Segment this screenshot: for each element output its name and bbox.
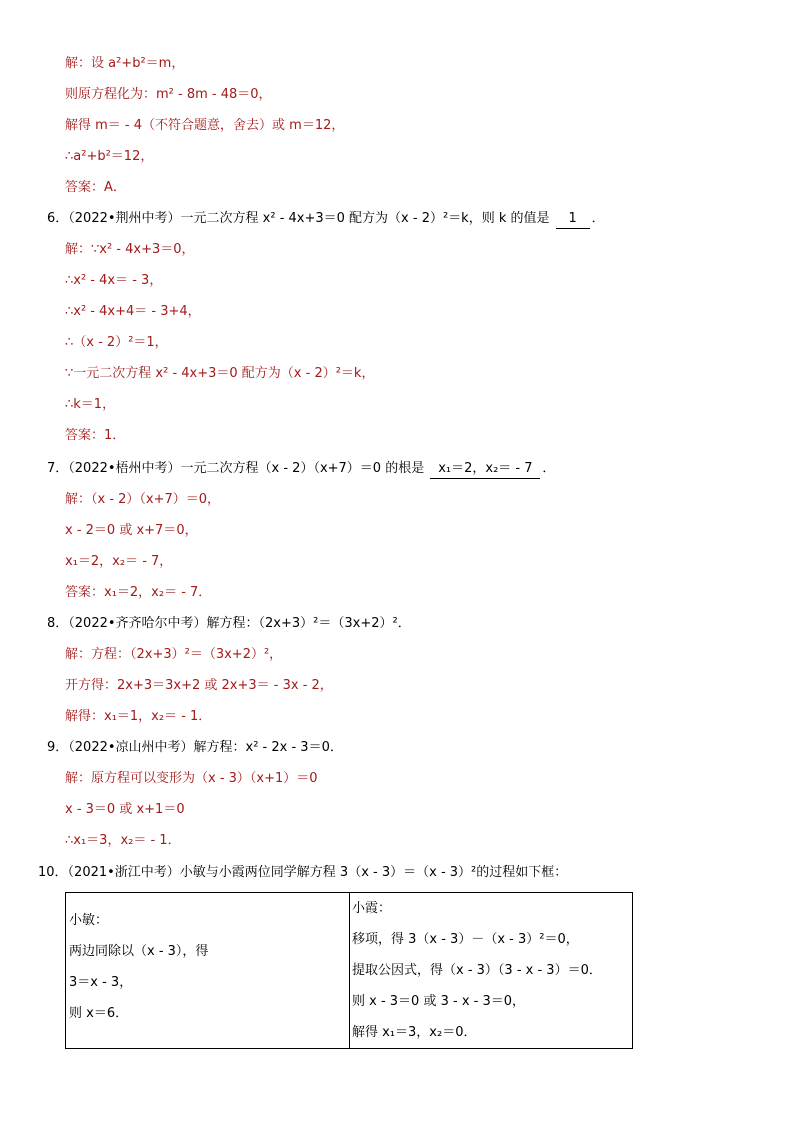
q9-solution-line-2: x - 3＝0 或 x+1＝0 xyxy=(65,802,185,817)
q7-question-end: ． xyxy=(542,461,556,476)
q6-solution-line-2: ∴x² - 4x＝ - 3， xyxy=(65,273,163,288)
right-cell-line-5: 解得 x₁＝3，x₂＝0． xyxy=(352,1025,477,1040)
q5-solution-line-1: 解：设 a²+b²＝m， xyxy=(65,56,185,71)
q6-question-text: 6．（2022•荆州中考）一元二次方程 x² - 4x+3＝0 配方为（x - 2）²＝k，则 k 的值是 xyxy=(47,211,550,226)
left-cell-line-3: 3＝x - 3， xyxy=(69,975,133,990)
q8-solution-line-3: 解得：x₁＝1，x₂＝ - 1． xyxy=(65,709,212,724)
q7-question xyxy=(47,460,555,479)
q8-question: 8．（2022•齐齐哈尔中考）解方程：（2x+3）²＝（3x+2）²． xyxy=(47,616,411,631)
q6-solution-line-4: ∴（x - 2）²＝1， xyxy=(65,335,168,350)
left-cell-line-1: 小敏： xyxy=(69,913,109,928)
q10-comparison-table xyxy=(65,892,633,1049)
q9-solution-line-1: 解：原方程可以变形为（x - 3）（x+1）＝0 xyxy=(65,771,318,786)
right-cell-line-3: 提取公因式，得（x - 3）（3 - x - 3）＝0． xyxy=(352,963,602,978)
right-cell-line-2: 移项，得 3（x - 3）－（x - 3）²＝0， xyxy=(352,932,579,947)
q5-solution-line-5: 答案：A． xyxy=(65,180,126,195)
left-cell-line-2: 两边同除以（x - 3），得 xyxy=(69,944,209,959)
q5-solution-line-2: 则原方程化为：m² - 8m - 48＝0， xyxy=(65,87,272,102)
q6-solution-line-1: 解：∵x² - 4x+3＝0， xyxy=(65,242,195,257)
left-cell-line-4: 则 x＝6． xyxy=(69,1006,129,1021)
q6-solution-line-5: ∵一元二次方程 x² - 4x+3＝0 配方为（x - 2）²＝k， xyxy=(65,366,375,381)
q5-solution-line-4: ∴a²+b²＝12， xyxy=(65,149,154,164)
q7-solution-line-4: 答案：x₁＝2，x₂＝ - 7． xyxy=(65,585,212,600)
q7-solution-line-3: x₁＝2，x₂＝ - 7， xyxy=(65,554,173,569)
q6-solution-line-7: 答案：1． xyxy=(65,428,126,443)
q6-question xyxy=(47,210,605,229)
q7-solution-line-1: 解：（x - 2）（x+7）＝0， xyxy=(65,492,221,507)
q7-answer-blank: x₁＝2，x₂＝ - 7 xyxy=(430,460,540,479)
q10-question: 10．（2021•浙江中考）小敏与小霞两位同学解方程 3（x - 3）＝（x - 3）²的过程如下框： xyxy=(38,865,568,880)
q6-answer-blank: 1 xyxy=(556,210,590,229)
q9-question: 9．（2022•凉山州中考）解方程：x² - 2x - 3＝0． xyxy=(47,740,343,755)
q9-solution-line-3: ∴x₁＝3，x₂＝ - 1． xyxy=(65,833,181,848)
table-divider xyxy=(349,893,350,1048)
q6-solution-line-3: ∴x² - 4x+4＝ - 3+4， xyxy=(65,304,201,319)
right-cell-line-1: 小霞： xyxy=(352,901,392,916)
right-cell-line-4: 则 x - 3＝0 或 3 - x - 3＝0， xyxy=(352,994,526,1009)
q5-solution-line-3: 解得 m＝ - 4（不符合题意，舍去）或 m＝12， xyxy=(65,118,345,133)
q8-solution-line-1: 解：方程：（2x+3）²＝（3x+2）²， xyxy=(65,647,283,662)
q7-solution-line-2: x - 2＝0 或 x+7＝0， xyxy=(65,523,198,538)
q6-solution-line-6: ∴k＝1， xyxy=(65,397,116,412)
q8-solution-line-2: 开方得：2x+3＝3x+2 或 2x+3＝ - 3x - 2， xyxy=(65,678,333,693)
q6-question-end: ． xyxy=(591,211,605,226)
q7-question-text: 7．（2022•梧州中考）一元二次方程（x - 2）（x+7）＝0 的根是 xyxy=(47,461,425,476)
